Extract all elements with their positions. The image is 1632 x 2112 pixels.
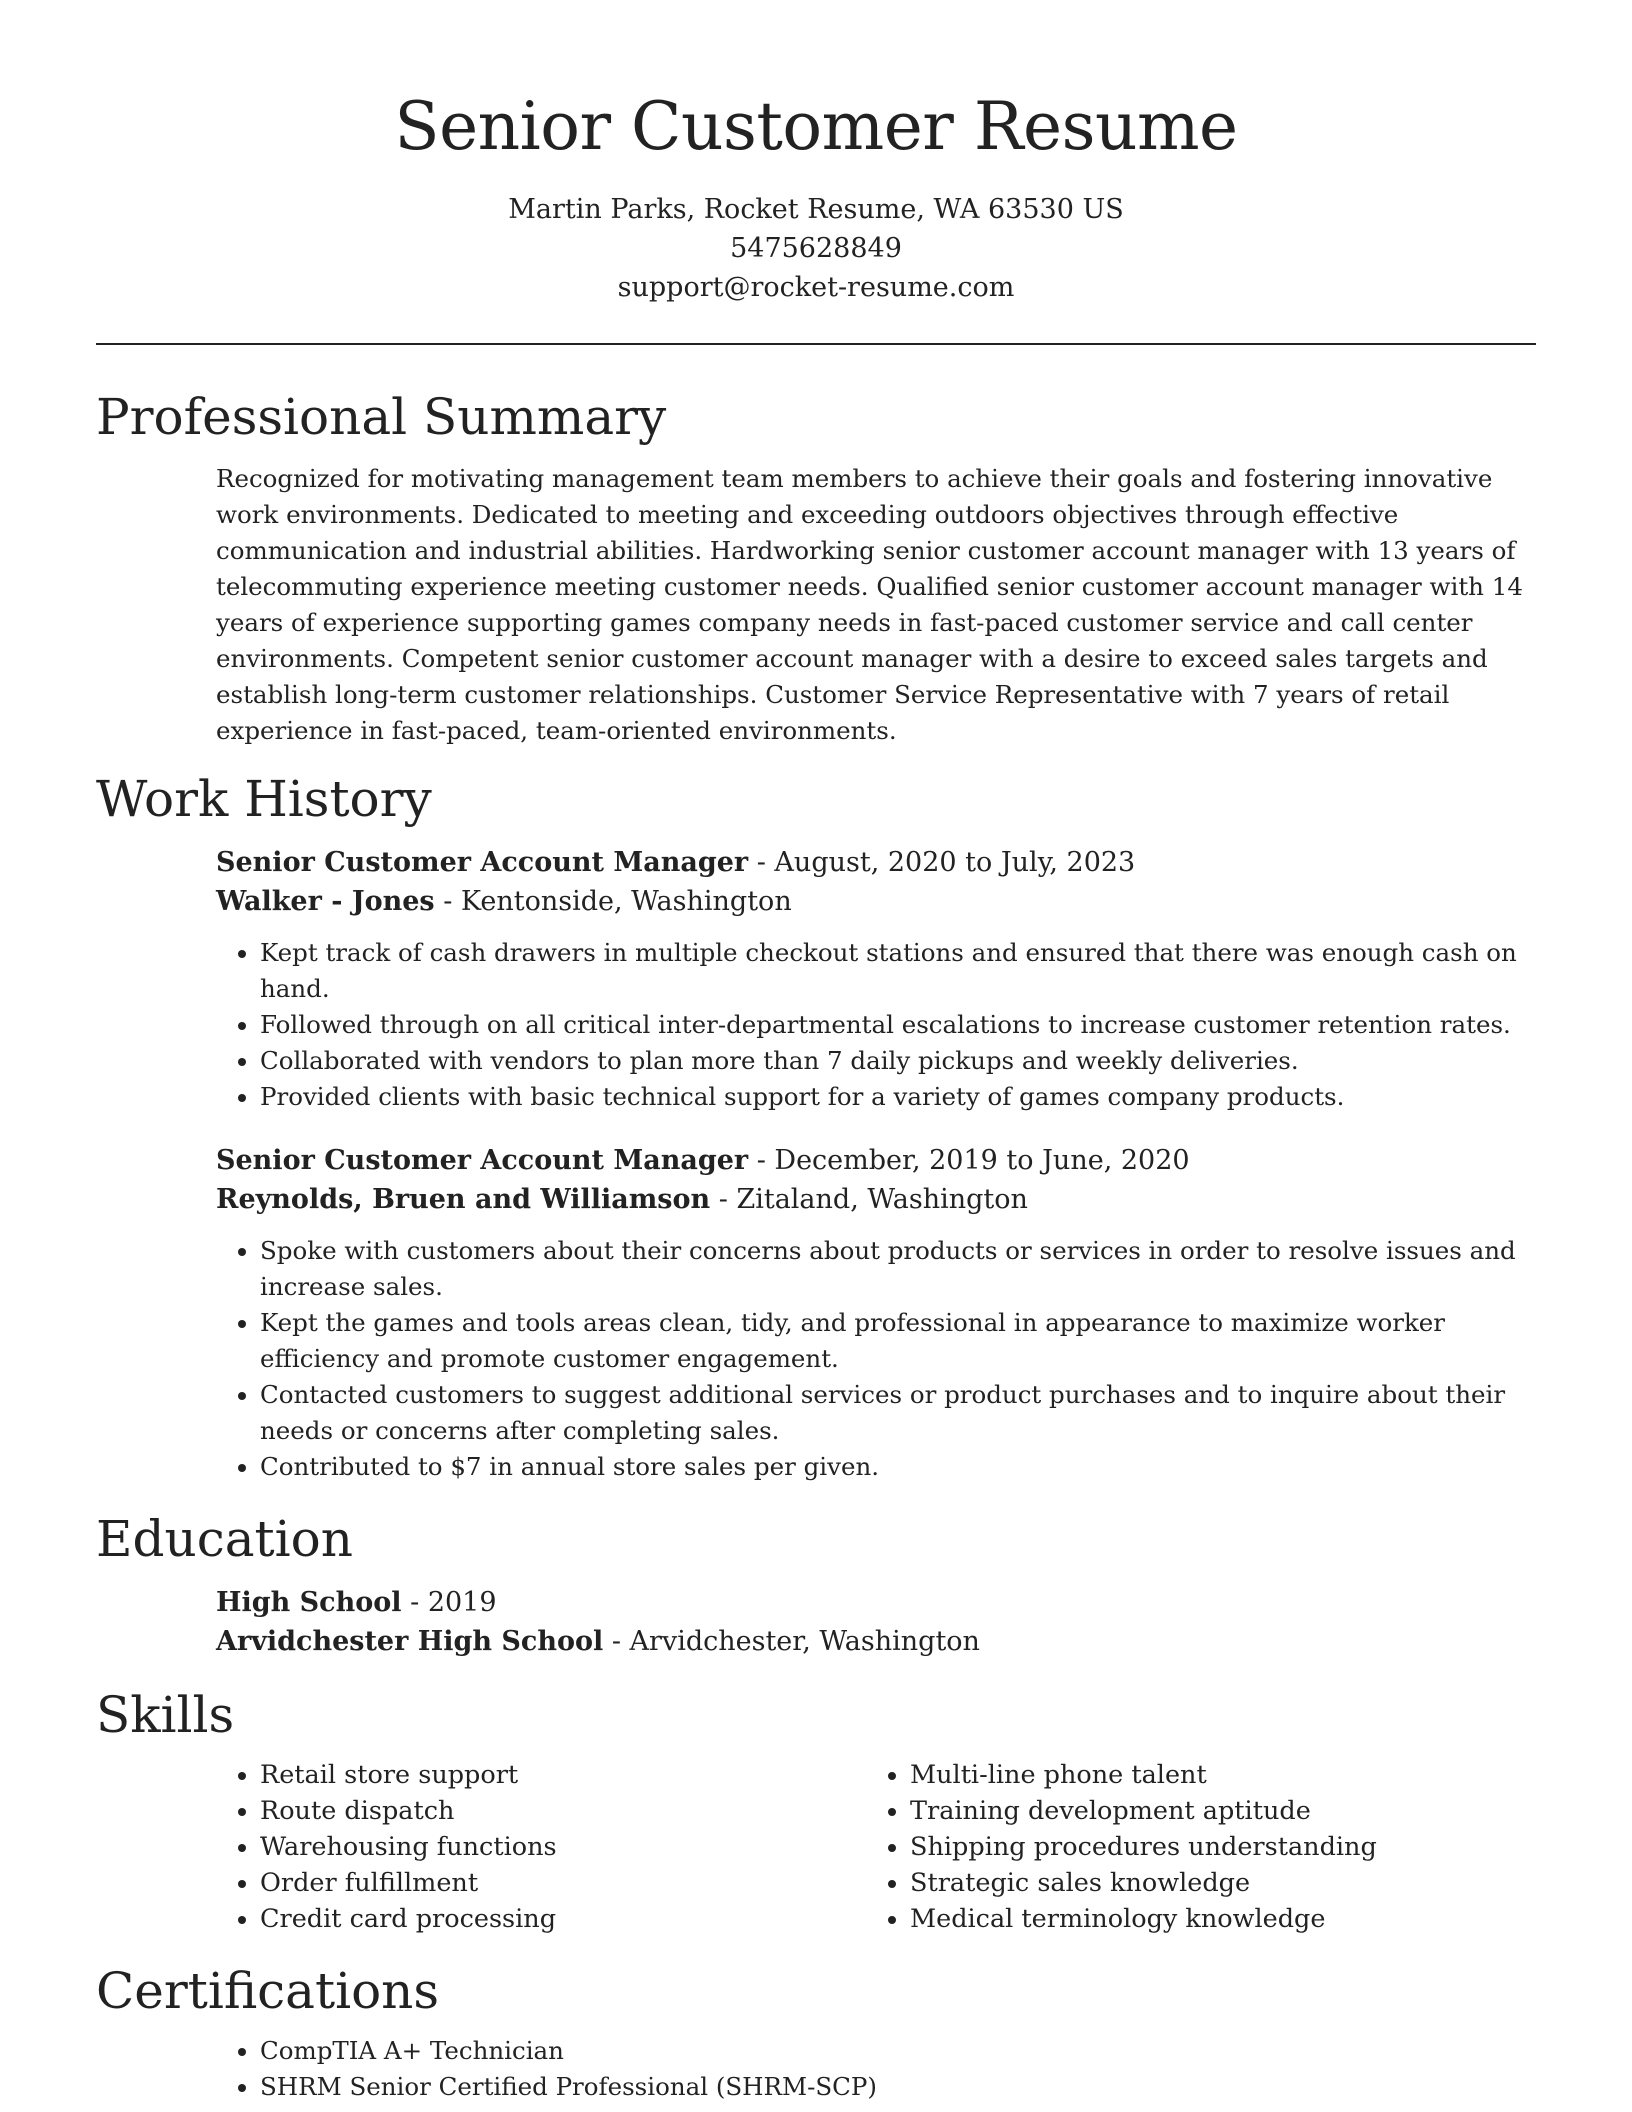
work-history-section [96, 767, 1536, 1485]
certification-item: • CompTIA A+ Technician [260, 2033, 1536, 2069]
skill-item: • Medical terminology knowledge [910, 1901, 1516, 1937]
skill-item: • Order fulfillment [260, 1865, 866, 1901]
job-entry [216, 1141, 1536, 1485]
employer-location: - Zitaland, Washington [710, 1184, 1028, 1215]
header-divider [96, 343, 1536, 345]
job-bullet: • Collaborated with vendors to plan more than 7 daily pickups and weekly deliveries. [260, 1043, 1536, 1079]
summary-heading: Professional Summary [96, 388, 667, 446]
school-location: - Arvidchester, Washington [603, 1626, 980, 1657]
contact-phone: 5475628849 [730, 233, 902, 264]
summary-text: Recognized for motivating management team members to achieve their goals and fostering innovative work environments. Dedicated to meeting and exceeding outdoors objectives through effective communication and industrial abilities. Hardworking senior customer account manager with 13 years of telecommuting experience meeting customer needs. Qualified senior customer account manager with 14 years of experience supporting games company needs in fast-paced customer service and call center environments. Competent senior customer account manager with a desire to exceed sales targets and establish long-term customer relationships. Customer Service Representative with 7 years of retail experience in fast-paced, team-oriented environments. [216, 464, 1523, 745]
contact-email: support@rocket-resume.com [617, 272, 1015, 303]
job-title: Senior Customer Account Manager [216, 847, 749, 878]
degree-line [216, 1583, 1536, 1623]
education-heading: Education [96, 1510, 353, 1568]
job-bullet: • Provided clients with basic technical support for a variety of games company products. [260, 1079, 1536, 1115]
contact-address: Martin Parks, Rocket Resume, WA 63530 US [508, 194, 1124, 225]
certification-item: • SHRM Senior Certified Professional (SHRM-SCP) [260, 2069, 1536, 2105]
certifications-body [216, 2033, 1536, 2105]
job-title: Senior Customer Account Manager [216, 1145, 749, 1176]
employer-line [216, 1181, 1536, 1219]
skill-item: • Retail store support [260, 1757, 866, 1793]
job-bullet: • Contacted customers to suggest additional services or product purchases and to inquire about their needs or concerns after completing sales. [260, 1377, 1536, 1449]
skill-item: • Route dispatch [260, 1793, 866, 1829]
summary-body [216, 461, 1536, 749]
work-history-heading: Work History [96, 770, 432, 828]
job-dates: - August, 2020 to July, 2023 [748, 847, 1136, 878]
job-bullet: • Contributed to $7 in annual store sales per given. [260, 1449, 1536, 1485]
job-bullet: • Spoke with customers about their concerns about products or services in order to resolve issues and increase sales. [260, 1233, 1536, 1305]
summary-section [96, 385, 1536, 749]
skill-item: • Shipping procedures understanding [910, 1829, 1516, 1865]
job-bullet: • Kept track of cash drawers in multiple checkout stations and ensured that there was enough cash on hand. [260, 935, 1536, 1007]
job-title-line [216, 1141, 1536, 1181]
job-bullets [216, 935, 1536, 1115]
school-name: Arvidchester High School [216, 1626, 604, 1657]
skills-list [216, 1757, 866, 1937]
skill-item: • Strategic sales knowledge [910, 1865, 1516, 1901]
job-bullets [216, 1233, 1536, 1485]
skills-section [96, 1683, 1536, 1937]
certifications-section [96, 1959, 1536, 2105]
job-title-line [216, 843, 1536, 883]
employer-name: Reynolds, Bruen and Williamson [216, 1184, 711, 1215]
employer-location: - Kentonside, Washington [434, 886, 792, 917]
resume-header [96, 0, 1536, 307]
job-bullet: • Followed through on all critical inter-departmental escalations to increase customer retention rates. [260, 1007, 1536, 1043]
contact-block [96, 190, 1536, 307]
certifications-list [216, 2033, 1536, 2105]
skill-item: • Multi-line phone talent [910, 1757, 1516, 1793]
education-section [96, 1507, 1536, 1661]
skills-grid [216, 1757, 1536, 1937]
skill-item: • Training development aptitude [910, 1793, 1516, 1829]
education-entry [216, 1583, 1536, 1661]
resume-page [96, 0, 1536, 2112]
job-dates: - December, 2019 to June, 2020 [748, 1145, 1190, 1176]
skills-list [866, 1757, 1516, 1937]
skills-heading: Skills [96, 1686, 235, 1744]
skills-column-left [216, 1757, 866, 1937]
skill-item: • Credit card processing [260, 1901, 866, 1937]
degree: High School [216, 1587, 402, 1618]
employer-name: Walker - Jones [216, 886, 435, 917]
employer-line [216, 883, 1536, 921]
skill-item: • Warehousing functions [260, 1829, 866, 1865]
job-bullet: • Kept the games and tools areas clean, tidy, and professional in appearance to maximize worker efficiency and promote customer engagement. [260, 1305, 1536, 1377]
skills-column-right [866, 1757, 1516, 1937]
resume-title: Senior Customer Resume [394, 88, 1238, 165]
job-entry [216, 843, 1536, 1115]
degree-year: - 2019 [401, 1587, 497, 1618]
certifications-heading: Certifications [96, 1962, 440, 2020]
school-line [216, 1623, 1536, 1661]
